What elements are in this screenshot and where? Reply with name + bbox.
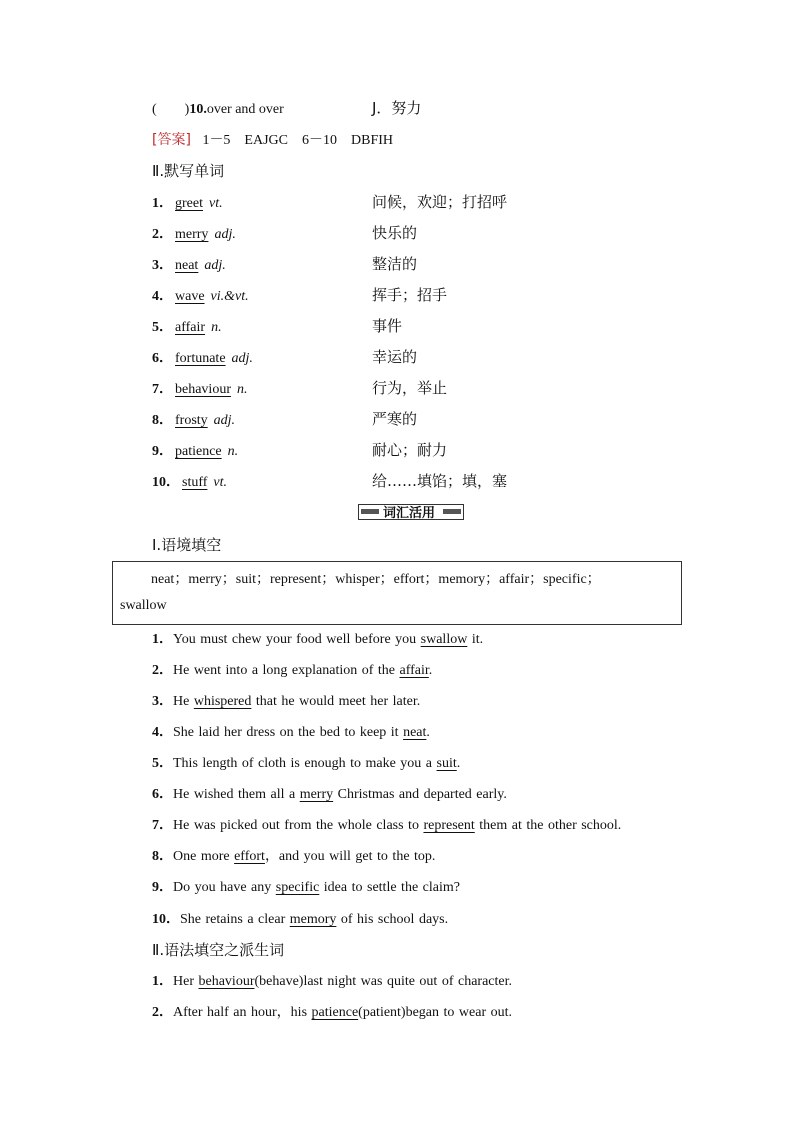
- context-sentence: [152, 908, 448, 928]
- sentence-before: One more: [173, 849, 235, 864]
- sentence-before: After half an hour，his: [173, 1005, 312, 1020]
- item-number: 3．: [152, 694, 173, 709]
- derivative-sentence: [152, 1001, 512, 1021]
- answer-word: merry: [299, 787, 334, 802]
- vocab-number: 5．: [152, 320, 173, 335]
- vocab-meaning: 幸运的: [372, 348, 418, 366]
- context-sentence: [152, 628, 483, 648]
- answer-word: represent: [423, 818, 475, 833]
- context-sentence: [152, 783, 507, 803]
- match-phrase: over and over: [206, 102, 284, 117]
- banner-label: 词汇活用: [383, 506, 436, 521]
- sentence-after: (behave)last night was quite out of character.: [254, 974, 512, 989]
- answer-text: 1－5 EAJGC 6－10 DBFIH: [202, 133, 394, 148]
- sentence-after: them at the other school.: [474, 818, 622, 833]
- sentence-after: idea to settle the claim?: [319, 880, 460, 895]
- vocab-number: 4．: [152, 289, 173, 304]
- part2-title: Ⅱ.语法填空之派生词: [152, 941, 285, 959]
- sentence-after: Christmas and departed early.: [333, 787, 507, 802]
- vocab-pos: n.: [236, 382, 248, 397]
- vocab-number: 1．: [152, 196, 173, 211]
- answer-word: neat: [403, 725, 427, 740]
- item-number: 10．: [152, 912, 180, 927]
- sentence-after: (patient)began to wear out.: [358, 1005, 512, 1020]
- sentence-after: it.: [467, 632, 484, 647]
- vocab-word: behaviour: [175, 382, 231, 397]
- vocab-pos: vi.&vt.: [210, 289, 249, 304]
- vocab-word: greet: [175, 196, 203, 211]
- vocab-row: [152, 192, 223, 212]
- section-ii-title: Ⅱ.默写单词: [152, 162, 225, 180]
- answer-word: effort: [234, 849, 265, 864]
- vocab-pos: n.: [227, 444, 239, 459]
- item-number: 9．: [152, 880, 173, 895]
- context-sentence: [152, 659, 432, 679]
- answer-line: [152, 129, 393, 149]
- context-sentence: [152, 690, 420, 710]
- sentence-after: ，and you will get to the top.: [264, 849, 436, 864]
- answer-word: swallow: [420, 632, 468, 647]
- vocab-pos: vt.: [213, 475, 228, 490]
- vocab-meaning: 行为，举止: [372, 379, 448, 397]
- vocab-pos: adj.: [231, 351, 253, 366]
- item-number: 4．: [152, 725, 173, 740]
- sentence-after: of his school days.: [336, 912, 449, 927]
- word-bank-line1: neat；merry；suit；represent；whisper；effort；memory；affair；specific；: [151, 572, 601, 587]
- vocab-row: [152, 254, 226, 274]
- answer-word: memory: [289, 912, 337, 927]
- sentence-before: He was picked out from the whole class to: [173, 818, 424, 833]
- vocab-meaning: 严寒的: [372, 410, 418, 428]
- vocab-meaning: 事件: [372, 317, 403, 335]
- answer-word: suit: [436, 756, 457, 771]
- sentence-before: She laid her dress on the bed to keep it: [173, 725, 404, 740]
- vocab-row: [152, 316, 222, 336]
- context-sentence: [152, 721, 430, 741]
- vocab-meaning: 快乐的: [372, 224, 418, 242]
- item-number: 5．: [152, 756, 173, 771]
- vocab-row: [152, 347, 253, 367]
- vocab-pos: vt.: [208, 196, 223, 211]
- vocab-word: frosty: [175, 413, 208, 428]
- sentence-before: Her: [173, 974, 199, 989]
- vocab-meaning: 整洁的: [372, 255, 418, 273]
- answer-word: whispered: [193, 694, 252, 709]
- answer-word: affair: [399, 663, 429, 678]
- vocab-number: 2．: [152, 227, 173, 242]
- vocab-pos: adj.: [214, 227, 236, 242]
- vocab-row: [152, 378, 247, 398]
- vocab-pos: adj.: [204, 258, 226, 273]
- answer-tag: [答案]: [152, 132, 191, 148]
- vocab-pos: n.: [211, 320, 222, 335]
- vocab-word: wave: [175, 289, 205, 304]
- answer-word: patience: [311, 1005, 359, 1020]
- part1-title: Ⅰ.语境填空: [152, 536, 222, 554]
- item-number: 1．: [152, 632, 173, 647]
- sentence-after: .: [426, 725, 430, 740]
- vocab-meaning: 问候，欢迎；打招呼: [372, 193, 508, 211]
- vocab-row: [152, 440, 238, 460]
- word-bank-box: [112, 561, 682, 625]
- match-item: [152, 98, 284, 118]
- match-number: 10.: [189, 102, 207, 117]
- vocab-word: fortunate: [175, 351, 226, 366]
- answer-word: specific: [275, 880, 320, 895]
- item-number: 8．: [152, 849, 173, 864]
- vocab-meaning: 挥手；招手: [372, 286, 448, 304]
- derivative-sentence: [152, 970, 512, 990]
- context-sentence: [152, 876, 460, 896]
- item-number: 6．: [152, 787, 173, 802]
- vocab-meaning: 耐心；耐力: [372, 441, 448, 459]
- item-number: 2．: [152, 1005, 173, 1020]
- sentence-after: .: [456, 756, 461, 771]
- item-number: 7．: [152, 818, 173, 833]
- banner-left-bar: [361, 509, 379, 514]
- vocab-word: merry: [175, 227, 209, 242]
- sentence-after: .: [428, 663, 433, 678]
- sentence-before: He: [173, 694, 194, 709]
- sentence-before: He went into a long explanation of the: [173, 663, 400, 678]
- vocab-number: 10．: [152, 475, 180, 490]
- match-paren: ( ): [152, 102, 190, 117]
- item-number: 2．: [152, 663, 173, 678]
- vocab-row: [152, 285, 249, 305]
- vocab-word: patience: [175, 444, 222, 459]
- vocab-number: 7．: [152, 382, 173, 397]
- sentence-before: She retains a clear: [180, 912, 290, 927]
- section-banner: [358, 504, 464, 520]
- sentence-before: He wished them all a: [173, 787, 300, 802]
- vocab-row: [152, 471, 227, 491]
- vocab-number: 3．: [152, 258, 173, 273]
- context-sentence: [152, 752, 460, 772]
- item-number: 1．: [152, 974, 173, 989]
- vocab-number: 8．: [152, 413, 173, 428]
- vocab-number: 6．: [152, 351, 173, 366]
- vocab-row: [152, 409, 235, 429]
- sentence-before: Do you have any: [173, 880, 276, 895]
- vocab-row: [152, 223, 236, 243]
- match-answer: J．努力: [372, 99, 422, 117]
- vocab-pos: adj.: [213, 413, 236, 428]
- vocab-word: neat: [175, 258, 199, 273]
- sentence-after: that he would meet her later.: [251, 694, 421, 709]
- banner-right-bar: [443, 509, 461, 514]
- sentence-before: This length of cloth is enough to make you a: [173, 756, 437, 771]
- vocab-meaning: 给……填馅；填，塞: [372, 472, 508, 490]
- vocab-word: affair: [175, 320, 206, 335]
- answer-word: behaviour: [198, 974, 255, 989]
- context-sentence: [152, 845, 435, 865]
- word-bank-line2: swallow: [120, 598, 167, 613]
- sentence-before: You must chew your food well before you: [173, 632, 421, 647]
- vocab-word: stuff: [182, 475, 208, 490]
- vocab-number: 9．: [152, 444, 173, 459]
- context-sentence: [152, 814, 621, 834]
